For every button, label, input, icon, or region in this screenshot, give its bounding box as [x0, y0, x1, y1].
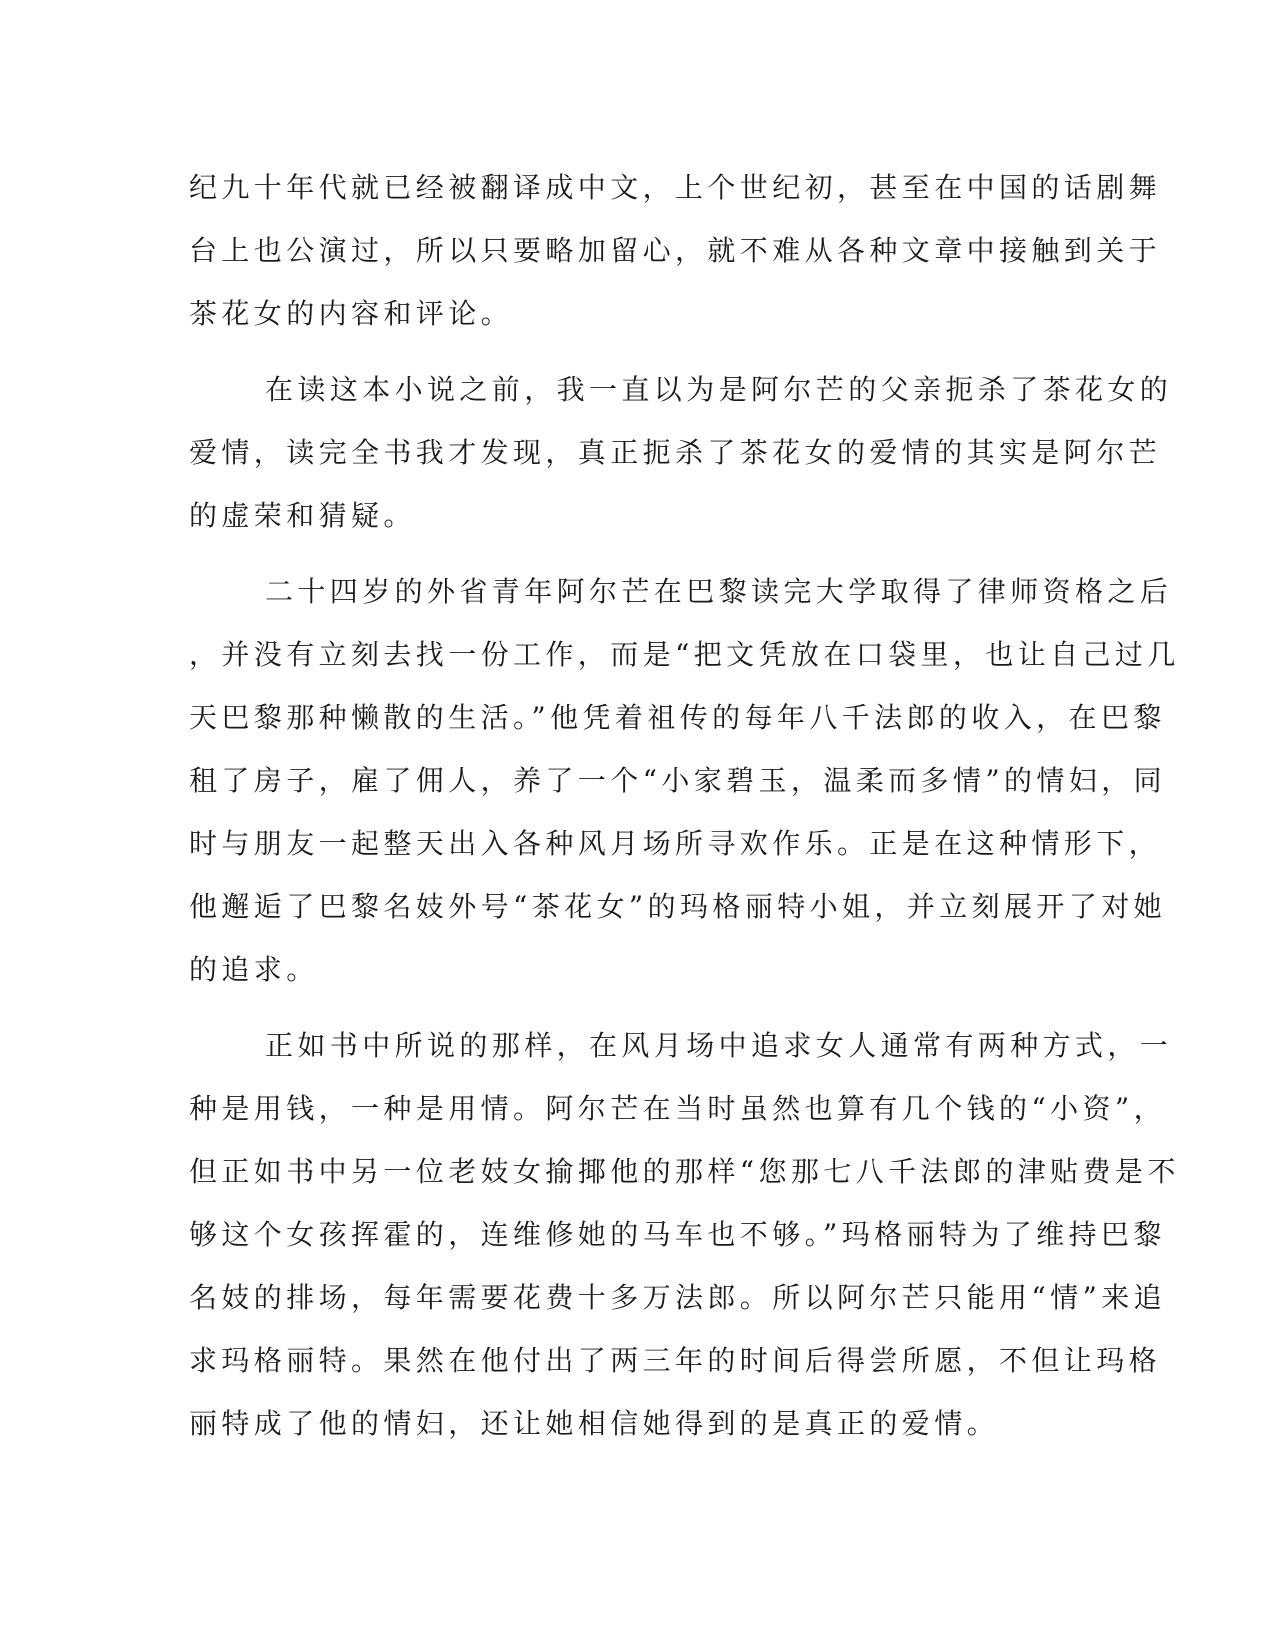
text-line: 的虚荣和猜疑。 — [189, 499, 416, 532]
text-line: 正如书中所说的那样，在风月场中追求女人通常有两种方式，一 — [265, 1029, 1173, 1062]
text-line: 他邂逅了巴黎名妓外号“茶花女”的玛格丽特小姐，并立刻展开了对她 — [189, 890, 1167, 923]
paragraph-4 — [189, 1014, 1180, 1455]
text-line: 租了房子，雇了佣人，养了一个“小家碧玉，温柔而多情”的情妇，同 — [189, 764, 1167, 797]
text-line: 茶花女的内容和评论。 — [189, 297, 514, 330]
text-line: 在读这本小说之前，我一直以为是阿尔芒的父亲扼杀了茶花女的 — [265, 373, 1173, 406]
body-text — [189, 156, 1180, 1455]
text-line: ，并没有立刻去找一份工作，而是“把文凭放在口袋里，也让自己过几 — [189, 638, 1180, 671]
paragraph-1 — [189, 156, 1162, 345]
text-line: 天巴黎那种懒散的生活。”他凭着祖传的每年八千法郎的收入，在巴黎 — [189, 701, 1166, 734]
text-line: 种是用钱，一种是用情。阿尔芒在当时虽然也算有几个钱的“小资”， — [189, 1092, 1167, 1125]
text-line: 爱情，读完全书我才发现，真正扼杀了茶花女的爱情的其实是阿尔芒 — [189, 436, 1162, 469]
paragraph-3 — [189, 560, 1180, 1001]
text-line: 丽特成了他的情妇，还让她相信她得到的是真正的爱情。 — [189, 1407, 1000, 1440]
text-line: 二十四岁的外省青年阿尔芒在巴黎读完大学取得了律师资格之后 — [265, 575, 1173, 608]
text-line: 台上也公演过，所以只要略加留心，就不难从各种文章中接触到关于 — [189, 234, 1162, 267]
text-line: 名妓的排场，每年需要花费十多万法郎。所以阿尔芒只能用“情”来追 — [189, 1281, 1167, 1314]
paragraph-2 — [189, 358, 1173, 547]
text-line: 时与朋友一起整天出入各种风月场所寻欢作乐。正是在这种情形下， — [189, 827, 1162, 860]
text-line: 纪九十年代就已经被翻译成中文，上个世纪初，甚至在中国的话剧舞 — [189, 171, 1162, 204]
text-line: 够这个女孩挥霍的，连维修她的马车也不够。”玛格丽特为了维持巴黎 — [189, 1218, 1166, 1251]
text-line: 但正如书中另一位老妓女揄揶他的那样“您那七八千法郎的津贴费是不 — [189, 1155, 1180, 1188]
text-line: 的追求。 — [189, 953, 319, 986]
text-line: 求玛格丽特。果然在他付出了两三年的时间后得尝所愿，不但让玛格 — [189, 1344, 1162, 1377]
